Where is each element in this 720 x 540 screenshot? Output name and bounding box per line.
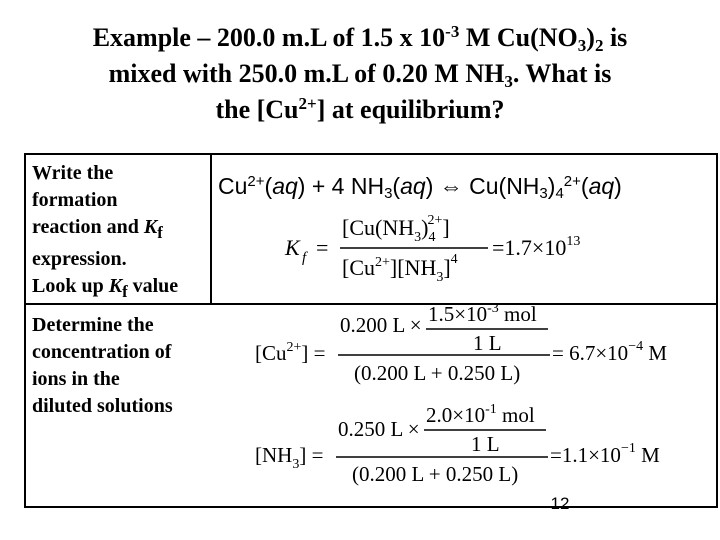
charge: 2+: [563, 173, 581, 190]
kf-expression: [280, 205, 620, 285]
concentration-numerator: $1.5\times 10^{-3}$ mol: [428, 301, 537, 326]
state: aq: [588, 173, 615, 199]
reaction-text: Cu(NH: [469, 173, 540, 199]
step-2-line: concentration of: [32, 341, 172, 363]
concentration-numerator: $2.0\times 10^{-1}$ mol: [426, 402, 535, 427]
kf-symbol: K: [143, 216, 158, 238]
title-subscript: 3: [504, 72, 513, 91]
title-text: Example – 200.0 m.L of 1.5 x 10: [92, 23, 446, 52]
title-text: . What is: [512, 59, 612, 88]
concentration-denominator: 1 L: [473, 331, 502, 355]
step-2-line: ions in the: [32, 368, 120, 390]
title-text: is: [603, 23, 628, 52]
volume-factor: 0.200 L ×: [340, 313, 422, 337]
cu-concentration-lhs: $[Cu^{2+}]$ =: [255, 340, 326, 365]
kf-denominator: $[Cu^{2+}][NH_3]^4$: [342, 252, 458, 285]
state: aq: [400, 173, 426, 199]
column-divider: [210, 153, 212, 305]
nh3-concentration-lhs: $[NH_3]$ =: [255, 443, 324, 472]
subscript: 3: [539, 185, 548, 202]
step-1-line: Write the: [32, 162, 114, 184]
title-text: the [Cu: [215, 95, 299, 124]
step-1-text: Look up: [32, 275, 109, 297]
page-number: 12: [550, 494, 570, 513]
cu-concentration-result: = $6.7\times 10^{-4}$ M: [552, 339, 668, 365]
title-text: mixed with 250.0 m.L of 0.20 M NH: [108, 59, 505, 88]
step-1-instructions: [32, 160, 210, 305]
nh3-concentration-result: $=1.1\times 10^{-1}$ M: [550, 441, 660, 467]
charge: 2+: [247, 173, 265, 190]
step-1-line: expression.: [32, 248, 127, 270]
title-subscript: 3: [577, 36, 587, 55]
title-line-2: [0, 56, 720, 92]
title-text: ): [586, 23, 595, 52]
step-1-line: [32, 214, 210, 246]
step-2-line: Determine the: [32, 314, 154, 336]
formation-reaction: $Cu^{2+}(aq) + 4$ $NH_3(aq)$ ⇔ $Cu(NH_3)_4^{2+}(aq)$: [218, 173, 622, 202]
kf-subscript: f: [122, 282, 128, 301]
kf-subscript: f: [157, 223, 163, 242]
kf-symbol: K: [108, 275, 123, 297]
kf-value: $=1.7\times 10^{13}$: [492, 234, 581, 260]
title-text: ] at equilibrium?: [316, 95, 505, 124]
kf-symbol: K: [285, 235, 300, 260]
total-volume-denominator: (0.200 L + 0.250 L): [352, 462, 519, 486]
cu-concentration-equation: [250, 300, 700, 390]
kf-subscript: f: [302, 250, 307, 266]
step-2-instructions: [32, 312, 210, 420]
step-2-line: diluted solutions: [32, 395, 173, 417]
subscript: 3: [384, 185, 393, 202]
equilibrium-arrow-icon: ⇔: [439, 173, 463, 199]
reaction-text: + 4 NH: [305, 173, 385, 199]
title-subscript: 2: [594, 36, 604, 55]
slide-title: [0, 20, 720, 128]
step-1-line: [32, 273, 210, 305]
step-1-text: reaction and: [32, 216, 144, 238]
reaction-text: Cu: [218, 173, 248, 199]
kf-numerator: $[Cu(NH_3)_42+]$: [342, 213, 450, 245]
total-volume-denominator: (0.200 L + 0.250 L): [354, 361, 521, 385]
state: aq: [272, 173, 298, 199]
subscript: 4: [555, 185, 564, 202]
equals: =: [316, 235, 329, 260]
title-text: M Cu(NO: [459, 23, 578, 52]
title-line-1: [0, 20, 720, 56]
step-1-line: formation: [32, 189, 118, 211]
volume-factor: 0.250 L ×: [338, 417, 420, 441]
title-line-3: [0, 92, 720, 128]
concentration-denominator: 1 L: [471, 432, 500, 456]
nh3-concentration-equation: [250, 398, 700, 488]
step-1-text: value: [127, 275, 179, 297]
title-superscript: 2+: [298, 94, 317, 113]
title-exponent: -3: [445, 22, 460, 41]
